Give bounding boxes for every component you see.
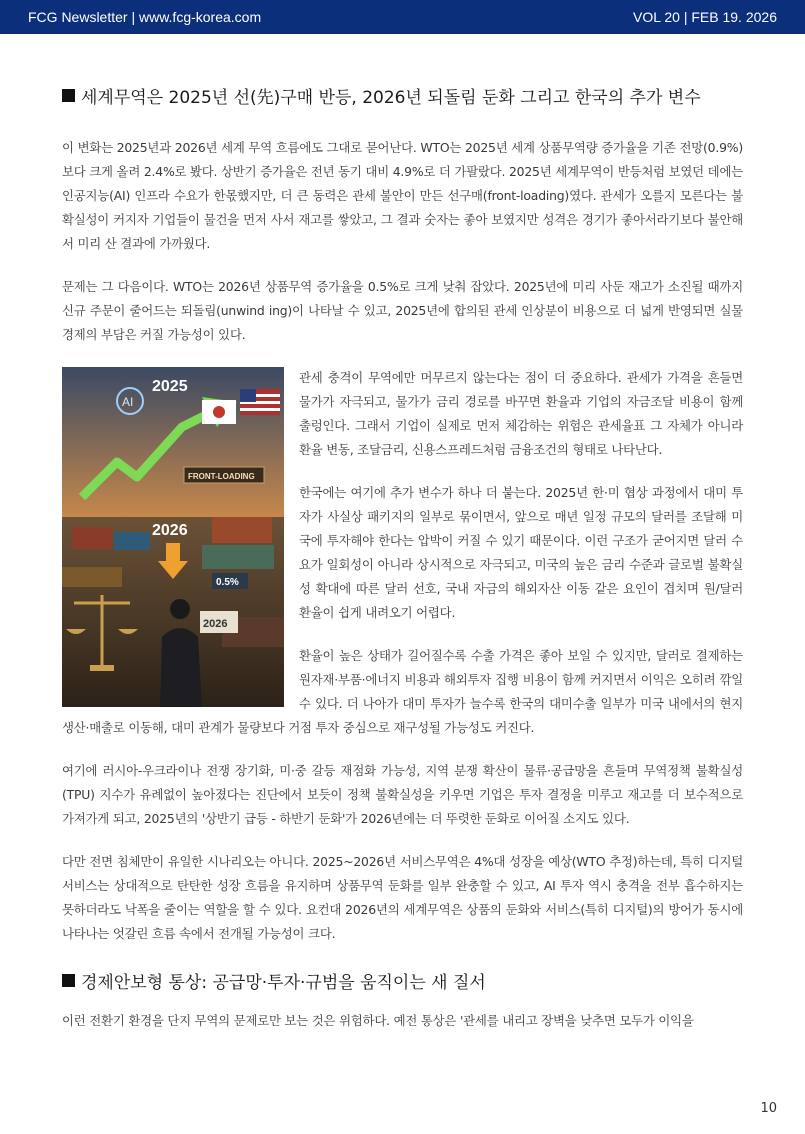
paragraph: 환율이 높은 상태가 길어질수록 수출 가격은 좋아 보일 수 있지만, 달러로 결제하는 원자재·부품·에너지 비용과 해외투자 집행 비용이 함께 커지면서 이익은 오히려 깎일 수 있다. 더 나아가 대미 투자가 늘수록 한국의 대미수출 일부가 미국 내에서의 현지생산·매출로 이동해, 대미 관계가 물량보다 거점 투자 중심으로 재구성될 가능성도 커진다.	[62, 648, 743, 735]
page-number: 10	[760, 1101, 777, 1116]
square-bullet-icon	[62, 89, 75, 102]
label-calendar: 2026	[203, 618, 228, 630]
paragraph: 여기에 러시아-우크라이나 전쟁 장기화, 미·중 갈등 재점화 가능성, 지역 분쟁 확산이 물류·공급망을 흔들며 무역정책 불확실성(TPU) 지수가 유례없이 높아졌다는 진단에서 보듯이 정책 불확실성을 키우면 기업은 투자 결정을 미루고 재고를 더 보수적으로 가져가게 되고, 2025년의 '상반기 급등 - 하반기 둔화'가 2026년에는 더 뚜렷한 둔화로 이어질 소지도 있다.	[62, 763, 743, 826]
header-issue-label: VOL 20 | FEB 19. 2026	[633, 9, 777, 25]
label-2026: 2026	[152, 522, 188, 539]
paragraph: 관세 충격이 무역에만 머무르지 않는다는 점이 더 중요하다. 관세가 가격을 흔들면 물가가 자극되고, 물가가 금리 경로를 바꾸면 환율과 기업의 자금조달 비용이 함께 출렁인다. 그래서 기업이 실제로 먼저 체감하는 위험은 관세율표 그 자체가 아니라 환율 변동, 조달금리, 신용스프레드처럼 금융조건의 형태로 나타난다.	[299, 370, 743, 457]
paragraph: 이 변화는 2025년과 2026년 세계 무역 흐름에도 그대로 묻어난다. WTO는 2025년 세계 상품무역량 증가율을 기존 전망(0.9%)보다 크게 올려 2.4%로 봤다. 상반기 증가율은 전년 동기 대비 4.9%로 더 가팔랐다. 2025년 세계무역이 반등처럼 보였던 데에는 인공지능(AI) 인프라 수요가 한몫했지만, 더 큰 동력은 관세 불안이 만든 선구매(front-loading)였다. 관세가 오를지 모른다는 불확실성이 커지자 기업들이 물건을 먼저 사서 재고를 쌓았고, 그 결과 숫자는 좋아 보였지만 성격은 경기가 좋아서라기보다 불안해서 미리 산 결과에 가까웠다.	[62, 140, 743, 251]
trade-illustration-art	[62, 367, 284, 707]
paragraph: 다만 전면 침체만이 유일한 시나리오는 아니다. 2025~2026년 서비스무역은 4%대 성장을 예상(WTO 추정)하는데, 특히 디지털 서비스는 상대적으로 탄탄한 성장 흐름을 유지하며 상품무역 둔화를 일부 완충할 수 있고, AI 투자 역시 충격을 전부 흡수하지는 못하더라도 낙폭을 줄이는 역할을 할 수 있다. 요컨대 2026년의 세계무역은 상품의 둔화와 서비스(특히 디지털)의 방어가 동시에 나타나는 엇갈린 흐름 속에서 전개될 가능성이 크다.	[62, 854, 743, 941]
section-title-economic-security	[62, 965, 743, 995]
label-percent: 0.5%	[216, 577, 239, 588]
newsletter-header	[0, 0, 805, 34]
falling-arrow-icon	[166, 543, 180, 563]
paragraph: 문제는 그 다음이다. WTO는 2026년 상품무역 증가율을 0.5%로 크게 낮춰 잡았다. 2025년에 미리 사둔 재고가 소진될 때까지 신규 주문이 줄어드는 되돌림(unwind ing)이 나타날 수 있고, 2025년에 합의된 관세 인상분이 비용으로 더 넓게 반영되면 실물경제의 부담은 커질 가능성이 있다.	[62, 279, 743, 342]
label-2025: 2025	[152, 378, 188, 395]
article-body	[62, 80, 743, 1052]
paragraph: 한국에는 여기에 추가 변수가 하나 더 붙는다. 2025년 한·미 협상 과정에서 대미 투자가 사실상 패키지의 일부로 묶이면서, 앞으로 매년 일정 규모의 달러를 조달해 미국에 투자해야 한다는 압박이 커질 수 있기 때문이다. 이런 구조가 굳어지면 달러 수요가 일회성이 아니라 상시적으로 자극되고, 미국의 높은 금리 수준과 글로벌 불확실성 확대에 따른 달러 선호, 국내 자금의 해외자산 이동 같은 요인이 겹치며 원/달러 환율이 쉽게 내려오기 어렵다.	[299, 485, 743, 620]
square-bullet-icon	[62, 974, 75, 987]
label-ai: AI	[122, 395, 134, 409]
trade-illustration	[62, 367, 284, 707]
label-front-loading: FRONT-LOADING	[188, 472, 255, 481]
businessman-icon	[170, 599, 190, 619]
header-site-label: FCG Newsletter | www.fcg-korea.com	[28, 9, 262, 25]
section-title-world-trade	[62, 80, 743, 110]
paragraph: 이런 전환기 환경을 단지 무역의 문제로만 보는 것은 위험하다. 예전 통상은 '관세를 내리고 장벽을 낮추면 모두가 이익을	[62, 1013, 694, 1028]
section-title-text: 경제안보형 통상: 공급망·투자·규범을 움직이는 새 질서	[81, 972, 486, 993]
section-title-text: 세계무역은 2025년 선(先)구매 반등, 2026년 되돌림 둔화 그리고 한국의 추가 변수	[81, 87, 701, 108]
